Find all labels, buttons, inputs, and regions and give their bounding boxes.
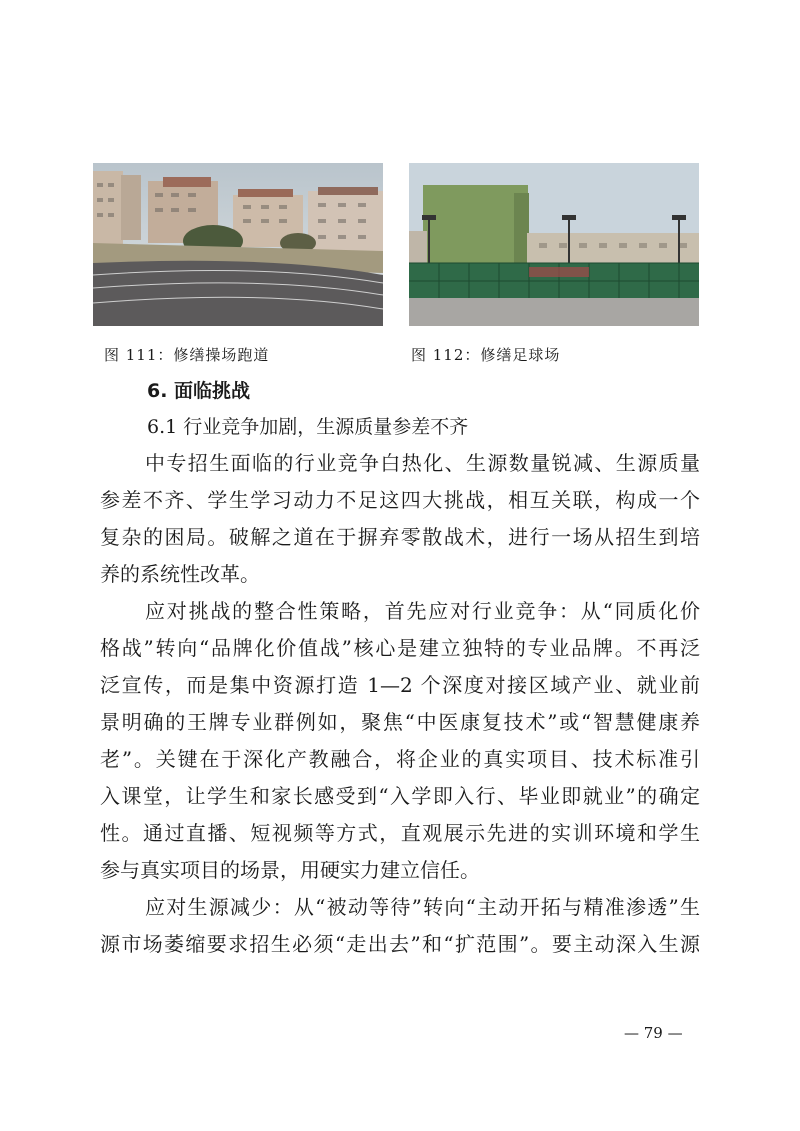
figure-caption: 图 112：修缮足球场 [411, 346, 561, 364]
subsection-heading: 6.1 行业竞争加剧，生源质量参差不齐 [147, 416, 469, 438]
paragraph-line: 应对生源减少：从“被动等待”转向“主动开拓与精准渗透”生 [145, 895, 700, 919]
paragraph-line: 泛宣传，而是集中资源打造 1—2 个深度对接区域产业、就业前 [100, 673, 700, 697]
paragraph-line: 性。通过直播、短视频等方式，直观展示先进的实训环境和学生 [100, 821, 700, 845]
paragraph-line: 老”。关键在于深化产教融合，将企业的真实项目、技术标准引 [100, 747, 700, 771]
page-number: — 79 — [624, 1024, 683, 1042]
paragraph-line: 景明确的王牌专业群例如，聚焦“中医康复技术”或“智慧健康养 [100, 710, 700, 734]
paragraph-line: 格战”转向“品牌化价值战”核心是建立独特的专业品牌。不再泛 [100, 636, 700, 660]
paragraph-line: 入课堂，让学生和家长感受到“入学即入行、毕业即就业”的确定 [100, 784, 700, 808]
football-field-photo [409, 163, 699, 326]
figure-caption: 图 111：修缮操场跑道 [104, 346, 270, 364]
paragraph-line: 应对挑战的整合性策略，首先应对行业竞争：从“同质化价 [145, 599, 700, 623]
paragraph-line: 养的系统性改革。 [100, 562, 260, 586]
paragraph-line: 复杂的困局。破解之道在于摒弃零散战术，进行一场从招生到培 [100, 525, 700, 549]
running-track-photo [93, 163, 383, 326]
paragraph-line: 中专招生面临的行业竞争白热化、生源数量锐减、生源质量 [145, 451, 700, 475]
paragraph-line: 源市场萎缩要求招生必须“走出去”和“扩范围”。要主动深入生源 [100, 932, 700, 956]
section-heading: 6. 面临挑战 [147, 380, 251, 402]
paragraph-line: 参与真实项目的场景，用硬实力建立信任。 [100, 858, 480, 882]
paragraph-line: 参差不齐、学生学习动力不足这四大挑战，相互关联，构成一个 [100, 488, 700, 512]
